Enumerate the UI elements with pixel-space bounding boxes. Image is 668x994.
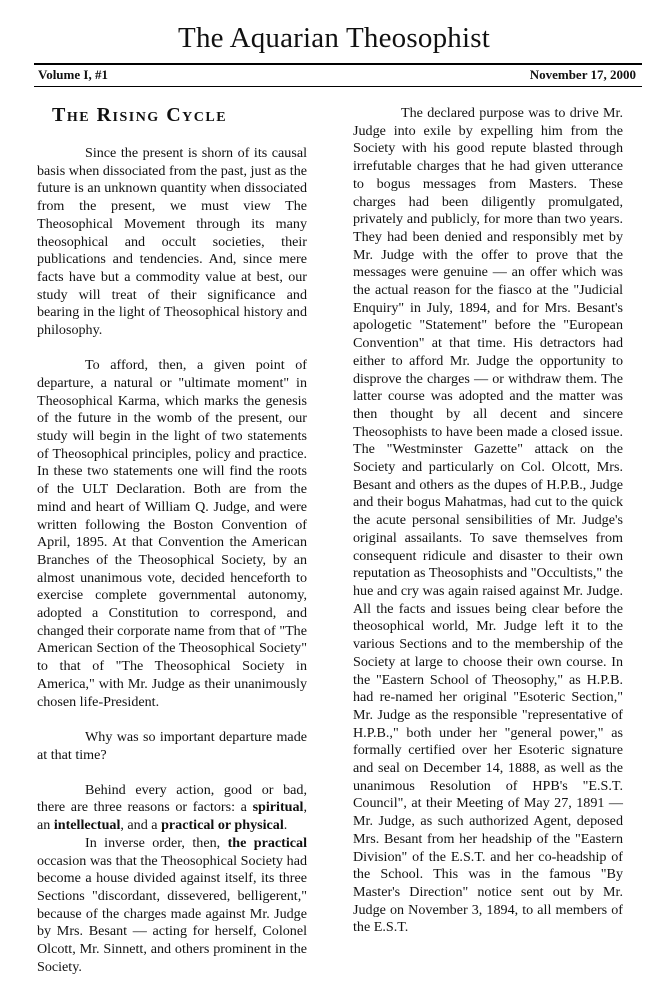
article-title: The Rising Cycle <box>52 104 228 126</box>
paragraph: The declared purpose was to drive Mr. Judge into exile by expelling him from the Society with his good repute blasted through irrefutable charges that he had given utterance to bogus messages from Masters. These charges had been diligently promulgated, privately and publicly, for more than two years. They had been denied and responsibly met by Mr. Judge with the offer to prove that the messages were genuine — an offer which was the actual reason for the fiasco at the "Judicial Enquiry" in July, 1894, and for Mrs. Besant's apologetic "Statement" before the "European Convention" at that time. His detractors had either to afford Mr. Judge the opportunity to disprove the charges — or withdraw them. The latter course was adopted and the matter was then thought by all decent and sincere Theosophists to have been made a closed issue. The "Westminster Gazette" attack on the Society and particularly on Col. Olcott, Mrs. Besant and others as the dupes of H.P.B., Judge and their bogus Mahatmas, had cut to the quick the acute personal sensibilities of Mr. Judge's original assailants. To save themselves from consequent ridicule and disaster to their own reputation as Theosophists and "Occultists," the hue and cry was again raised against Mr. Judge. All the facts and issues being clear before the theosophical world, Mr. Judge left it to the various Sections and to the membership of the Society at large to choose their own course. In the "Eastern School of Theosophy," as H.P.B. had re-named her original "Esoteric Section," Mr. Judge as the responsible "representative of H.P.B.," both under her "general power," as formally certified over her Esoteric signature and seal on December 14, 1888, as well as the unanimous Resolution of HPB's "E.S.T. Council", at their Meeting of May 27, 1891 — Mr. Judge, as such authorized Agent, deposed Mrs. Besant from her headship of the "Eastern Division" of the E.S.T. and her co-headship of the School. This was in the famous "By Master's Direction" notice sent out by Mr. Judge on November 3, 1894, to all members of the E.S.T. <box>353 105 623 936</box>
paragraph-inverse-order <box>37 835 307 977</box>
text-span: Behind every action, good or bad, there are three reasons or factors: a <box>37 781 307 816</box>
volume-number: Volume I, #1 <box>38 67 108 82</box>
masthead-top-rule <box>34 63 642 65</box>
paragraph: Since the present is shorn of its causal basis when dissociated from the past, just as the future is an unknown quantity when dissociated from the present, we must view The Theosophical Movement through its many theosophical and occult societies, their publications and tendencies. And, since mere facts have but a commodity value at best, our study will treat of their significance and bearing in the light of Theosophical history and philosophy. <box>37 145 307 339</box>
emphasis-practical-physical: practical or physical <box>161 817 284 834</box>
left-column <box>37 145 307 994</box>
masthead-bottom-rule <box>34 86 642 87</box>
text-span: occasion was that the Theosophical Society had become a house divided against itself, its three Sections "discordant, dissevered, belligerent," because of the charges made against Mr. Judge by Mrs. Besant — acting for herself, Colonel Olcott, Mr. Sinnett, and others prominent in the Society. <box>37 852 307 975</box>
paragraph-three-factors <box>37 782 307 835</box>
issue-date: November 17, 2000 <box>529 67 636 82</box>
text-span: In inverse order, then, <box>85 834 228 851</box>
masthead-title: The Aquarian Theosophist <box>178 22 490 54</box>
emphasis-spiritual: spiritual <box>252 799 304 816</box>
paragraph: To afford, then, a given point of departure, a natural or "ultimate moment" in Theosophical Karma, which marks the genesis of the future in the womb of the present, our study will begin in the light of two statements of Theosophical principles, policy and practice. In these two statements one will find the roots of the ULT Declaration. Both are from the mind and heart of William Q. Judge, and were written following the Boston Convention of April, 1895. At that Convention the American Branches of the Theosophical Society, by an almost unanimous vote, decided henceforth to exercise complete governmental autonomy, adopted a Constitution to correspond, and changed their corporate name from that of "The American Section of the Theosophical Society" to that of "The Theosophical Society in America," with Mr. Judge as their unanimously chosen life-President. <box>37 357 307 710</box>
paragraph: Why was so important departure made at that time? <box>37 728 307 763</box>
right-column <box>353 105 623 955</box>
emphasis-intellectual: intellectual <box>53 817 121 834</box>
text-span: , and a <box>120 817 162 834</box>
text-span: . <box>283 817 288 834</box>
text-span: , an <box>37 799 307 834</box>
emphasis-the-practical: the practical <box>227 834 307 851</box>
